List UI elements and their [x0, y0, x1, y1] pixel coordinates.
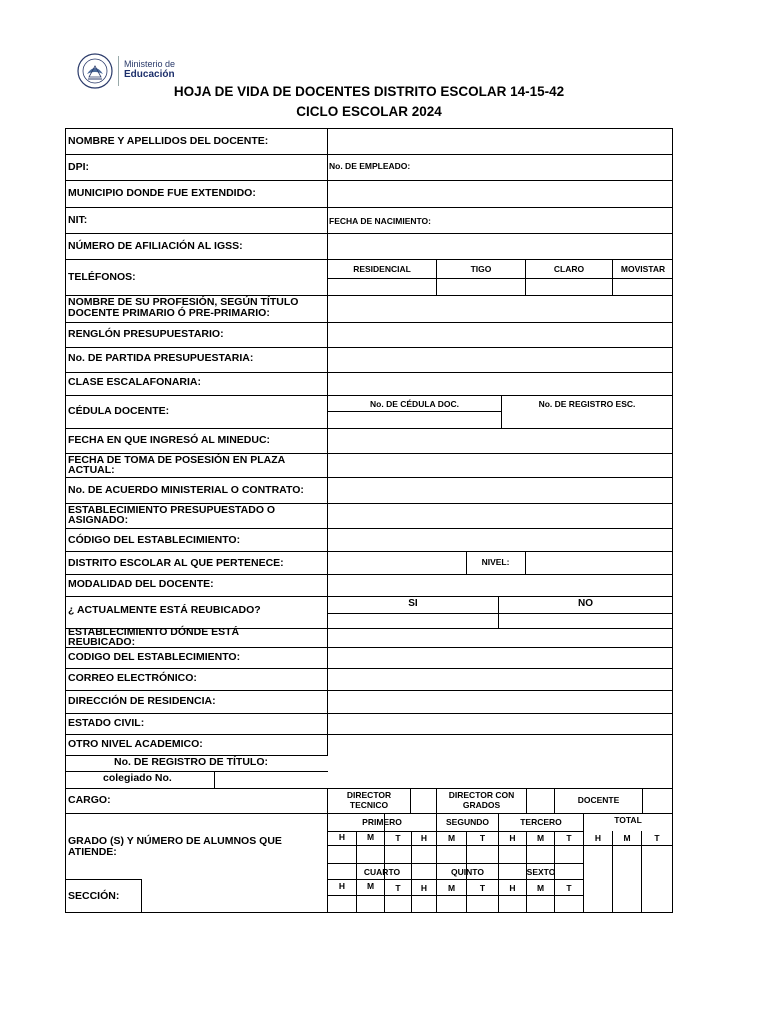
- label-si: SI: [408, 598, 418, 609]
- label-estab-reub-l2: REUBICADO:: [68, 636, 136, 648]
- hmt-h: H: [509, 833, 516, 843]
- label-renglon: RENGLÓN PRESUPUESTARIO:: [68, 328, 224, 340]
- label-estab-presup-l1: ESTABLECIMIENTO PRESUPUESTADO O: [68, 504, 276, 516]
- hmt-h: H: [594, 833, 602, 843]
- label-modalidad: MODALIDAD DEL DOCENTE:: [68, 578, 214, 590]
- label-estado-civil: ESTADO CIVIL:: [68, 717, 145, 729]
- grade-total: TOTAL: [614, 815, 642, 825]
- label-profesion-l1: NOMBRE DE SU PROFESIÓN, SEGÚN TÍTULO: [68, 296, 299, 308]
- label-acuerdo: No. DE ACUERDO MINISTERIAL O CONTRATO:: [68, 484, 304, 496]
- hmt-h: H: [509, 883, 516, 893]
- label-no-cedula: No. DE CÉDULA DOC.: [370, 399, 459, 409]
- grade-segundo: SEGUNDO: [446, 817, 489, 827]
- hmt-m: M: [447, 833, 456, 843]
- label-correo: CORREO ELECTRÓNICO:: [68, 672, 197, 684]
- label-no-empleado: No. DE EMPLEADO:: [329, 161, 411, 171]
- label-municipio: MUNICIPIO DONDE FUE EXTENDIDO:: [68, 187, 256, 199]
- hmt-m: M: [447, 883, 456, 893]
- label-nit: NIT:: [68, 214, 88, 226]
- grade-sexto: SEXTO: [526, 867, 556, 877]
- hmt-t: T: [654, 833, 660, 843]
- phone-col-residencial: RESIDENCIAL: [353, 264, 411, 274]
- label-clase: CLASE ESCALAFONARIA:: [68, 376, 201, 388]
- grade-primero: PRIMERO: [362, 817, 402, 827]
- hmt-t: T: [395, 833, 401, 843]
- label-grado-l2: ATIENDE:: [68, 846, 117, 858]
- phone-col-claro: CLARO: [553, 264, 585, 274]
- hmt-h: H: [420, 833, 428, 843]
- hmt-t: T: [479, 833, 486, 843]
- cargo-director-tecnico-l1: DIRECTOR: [346, 790, 392, 800]
- label-codigo-estab: CÓDIGO DEL ESTABLECIMIENTO:: [68, 534, 241, 546]
- hmt-t: T: [566, 833, 572, 843]
- label-profesion-l2: DOCENTE PRIMARIO Ó PRE-PRIMARIO:: [68, 307, 270, 319]
- hmt-m: M: [366, 832, 375, 842]
- grade-cuarto: CUARTO: [363, 867, 401, 877]
- label-reubicado: ¿ ACTUALMENTE ESTÁ REUBICADO?: [68, 604, 261, 616]
- hmt-h: H: [420, 883, 428, 893]
- hmt-t: T: [395, 883, 401, 893]
- label-no: NO: [578, 598, 593, 609]
- label-colegiado: colegiado No.: [103, 772, 172, 784]
- label-estab-presup-l2: ASIGNADO:: [68, 514, 129, 526]
- hmt-m: M: [623, 833, 631, 843]
- label-igss: NÚMERO DE AFILIACIÓN AL IGSS:: [68, 240, 243, 252]
- cargo-director-grados-l1: DIRECTOR CON: [448, 790, 515, 800]
- label-codigo-estab2: CODIGO DEL ESTABLECIMIENTO:: [68, 651, 241, 663]
- teacher-form: [65, 128, 673, 913]
- label-no-registro-esc: No. DE REGISTRO ESC.: [538, 399, 636, 409]
- label-telefonos: TELÉFONOS:: [68, 271, 136, 283]
- label-toma-l1: FECHA DE TOMA DE POSESIÓN EN PLAZA: [68, 454, 286, 466]
- label-fecha-ingreso: FECHA EN QUE INGRESÓ AL MINEDUC:: [68, 434, 271, 446]
- label-otro-nivel: OTRO NIVEL ACADEMICO:: [68, 738, 203, 750]
- hmt-m: M: [536, 833, 545, 843]
- label-registro-titulo: No. DE REGISTRO DE TÍTULO:: [114, 756, 268, 768]
- hmt-h: H: [338, 832, 346, 842]
- label-fecha-nacimiento: FECHA DE NACIMIENTO:: [329, 216, 431, 226]
- grade-quinto: QUINTO: [451, 867, 484, 877]
- hmt-t: T: [566, 883, 572, 893]
- page-title: HOJA DE VIDA DE DOCENTES DISTRITO ESCOLAR 14-15-42: [173, 84, 565, 99]
- label-estab-reub-l1: ESTABLECIMIENTO DÓNDE ESTÁ: [68, 626, 240, 638]
- label-toma-l2: ACTUAL:: [68, 464, 115, 476]
- grade-tercero: TERCERO: [520, 817, 562, 827]
- cargo-director-tecnico-l2: TECNICO: [349, 800, 389, 810]
- label-cargo: CARGO:: [68, 794, 111, 806]
- label-seccion: SECCIÓN:: [68, 890, 120, 902]
- hmt-t: T: [479, 883, 486, 893]
- label-nivel: NIVEL:: [481, 557, 510, 567]
- logo-education-text: Educación: [124, 69, 175, 80]
- label-direccion: DIRECCIÓN DE RESIDENCIA:: [68, 695, 216, 707]
- label-cedula: CÉDULA DOCENTE:: [68, 405, 170, 417]
- label-grado-l1: GRADO (S) Y NÚMERO DE ALUMNOS QUE: [68, 835, 282, 847]
- hmt-m: M: [536, 883, 545, 893]
- page-subtitle: CICLO ESCOLAR 2024: [296, 104, 442, 119]
- label-nombre: NOMBRE Y APELLIDOS DEL DOCENTE:: [68, 135, 269, 147]
- hmt-h: H: [338, 881, 346, 891]
- label-partida: No. DE PARTIDA PRESUPUESTARIA:: [68, 352, 254, 364]
- label-distrito: DISTRITO ESCOLAR AL QUE PERTENECE:: [68, 557, 284, 569]
- phone-col-movistar: MOVISTAR: [620, 264, 666, 274]
- hmt-m: M: [366, 881, 375, 891]
- cargo-director-grados-l2: GRADOS: [462, 800, 501, 810]
- label-dpi: DPI:: [68, 161, 89, 173]
- phone-col-tigo: TIGO: [470, 264, 492, 274]
- cargo-docente: DOCENTE: [577, 795, 620, 805]
- logo-ministry-text: Ministerio de: [124, 59, 176, 69]
